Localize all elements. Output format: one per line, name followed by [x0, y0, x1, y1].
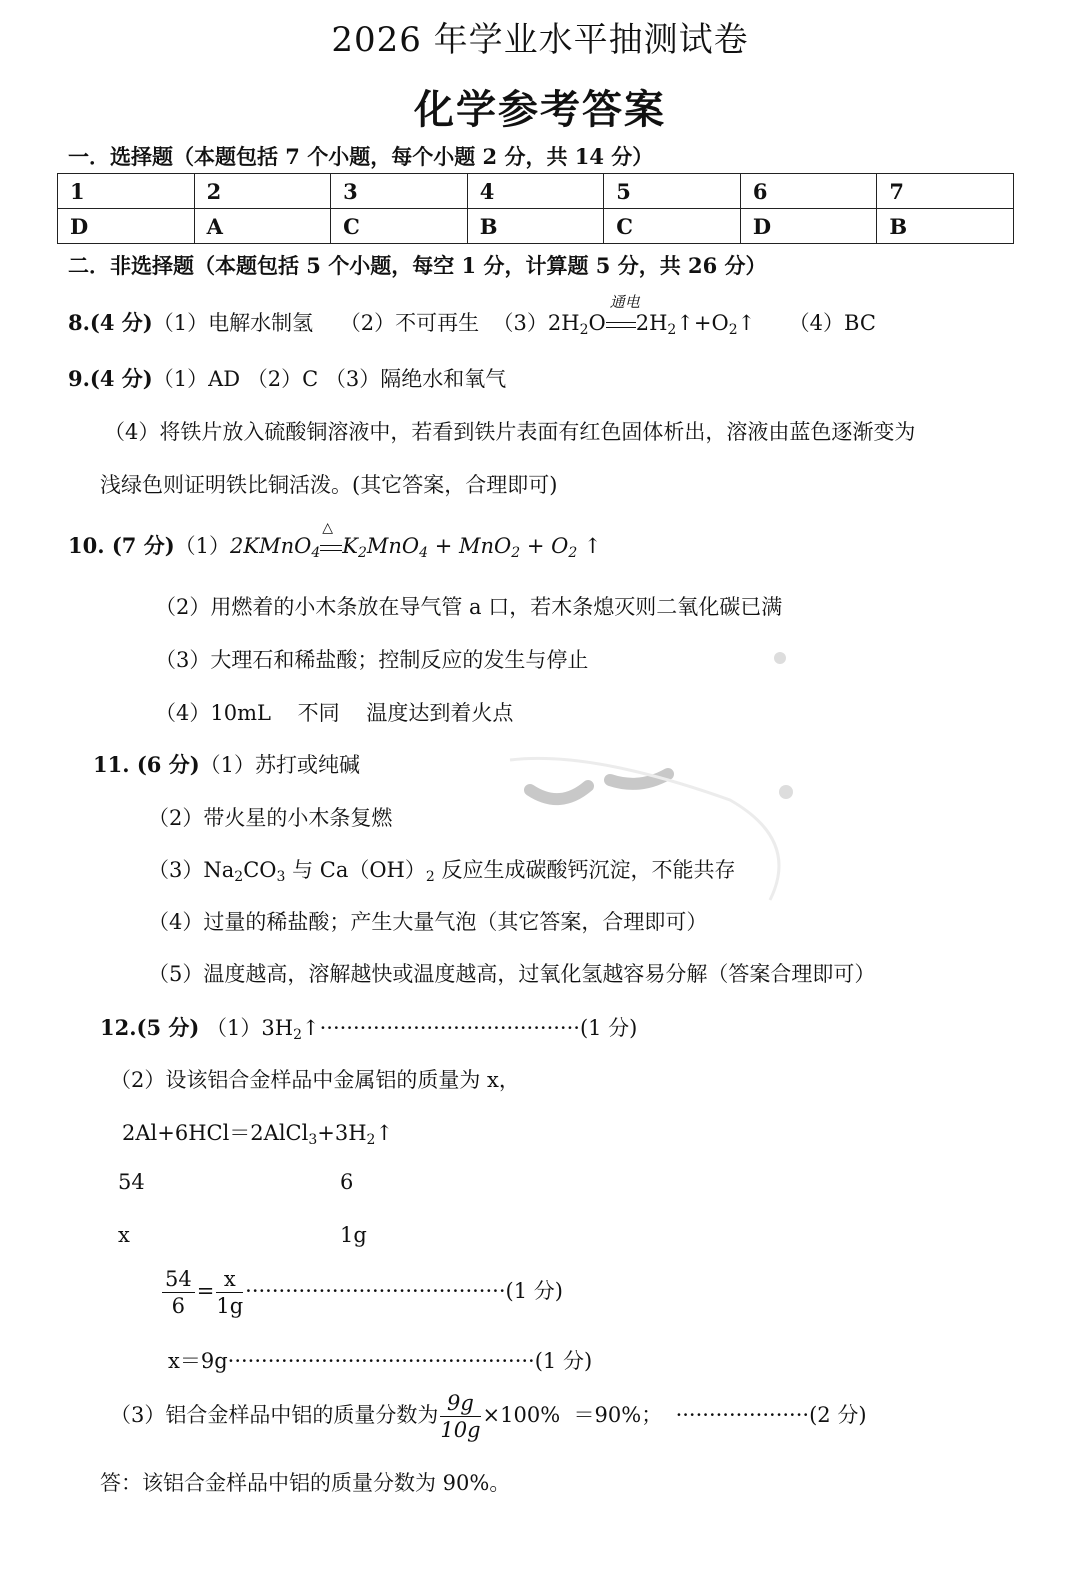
q10-label: 10. (7 分)	[68, 533, 175, 558]
q10-equation: 2KMnO$_4$ △ $K_2MnO_4 + MnO_2 + O_2$ ↑	[230, 520, 602, 561]
score: (1 分)	[579, 1016, 638, 1040]
table-cell: 2	[194, 174, 331, 209]
dot-leader: ·······································	[245, 1279, 506, 1303]
ratio-left-1: 54	[118, 1170, 145, 1194]
table-cell: D	[58, 209, 195, 244]
q9-line3: 浅绿色则证明铁比铜活泼。(其它答案，合理即可)	[100, 473, 558, 497]
table-cell: 5	[604, 174, 741, 209]
q12-equation: $2Al+6HCl=2AlCl_3+3H_2↑$	[122, 1121, 394, 1148]
q9-line2: （4）将铁片放入硫酸铜溶液中，若看到铁片表面有红色固体析出，溶液由蓝色逐渐变为	[104, 420, 916, 444]
q8-part1: （1）电解水制氢	[152, 311, 314, 335]
fraction: $\frac{54}{6}$	[162, 1266, 195, 1319]
reaction-condition: 通电	[609, 293, 640, 311]
ratio-left-2: x	[118, 1223, 130, 1247]
q11-line3: $(3)Na_2CO_3$ 与 $Ca(OH)_2$ 反应生成碳酸钙沉淀，不能共存	[148, 858, 736, 885]
dot-leader: ····················	[675, 1403, 810, 1427]
q12-label: 12.(5 分)	[100, 1015, 200, 1040]
q8-label: 8.(4 分)	[68, 310, 153, 335]
fraction: $\frac{9g}{10g}$	[440, 1391, 481, 1442]
table-cell: 3	[331, 174, 468, 209]
table-cell: D	[740, 209, 877, 244]
ratio-right-1: 6	[340, 1170, 354, 1194]
table-cell: 7	[877, 174, 1014, 209]
table-cell: B	[467, 209, 604, 244]
section2-heading: 二．非选择题（本题包括 5 个小题，每空 1 分，计算题 5 分，共 26 分）	[68, 253, 767, 278]
q10-line2: （2）用燃着的小木条放在导气管 a 口，若木条熄灭则二氧化碳已满	[155, 595, 783, 619]
table-row-numbers	[58, 174, 1014, 209]
x-result-line: x＝9g··············································(1 分)	[168, 1349, 593, 1373]
q8-part4: （4）BC	[788, 311, 876, 335]
q8-part2: （2）不可再生	[339, 311, 480, 335]
q11-line4: （4）过量的稀盐酸；产生大量气泡（其它答案，合理即可）	[148, 910, 708, 934]
choice-answer-table	[57, 173, 1014, 244]
q9-label: 9.(4 分)	[68, 366, 153, 391]
page-subtitle: 化学参考答案	[414, 86, 666, 133]
dot-leader: ·······································	[319, 1016, 580, 1040]
q8-line	[68, 293, 876, 338]
score: (2 分)	[809, 1403, 867, 1427]
table-cell: 6	[740, 174, 877, 209]
q12-line1: 12.(5 分) $(1)3H_2↑\cdot\cdot\cdot\cdot\cdot\cdot\cdot\cdot\cdot\cdot\cdot\cdot\cdot\cdot\cdot\cdot\cdot\cdot\cdot\cdot\cdot\cdot\cdot\cdot\cdot\cdot\cdot\cdot\cdot\cdot\cdot\cdot\cdot\cdot\cdot\cdot\cdot\cdot\cdot(1$ 分)	[100, 1015, 638, 1043]
table-cell: 1	[58, 174, 195, 209]
dot-leader: ··············································	[227, 1349, 535, 1373]
q8-part3-equation: $(3)2H_2O$ 通电 $2H_2↑+O_2↑$	[492, 293, 756, 338]
table-cell: C	[604, 209, 741, 244]
heat-symbol: △	[322, 520, 334, 536]
page-title: 2026 年学业水平抽测试卷	[331, 20, 749, 60]
fraction: $\frac{x}{1g}$	[216, 1267, 244, 1318]
q10-line4: （4）10mL 不同 温度达到着火点	[155, 701, 514, 725]
ratio-right-2: 1g	[340, 1223, 367, 1247]
table-cell: C	[331, 209, 468, 244]
q11-line5: （5）温度越高，溶解越快或温度越高，过氧化氢越容易分解（答案合理即可）	[148, 962, 876, 986]
q11-label: 11. (6 分)	[93, 752, 200, 777]
table-cell: A	[194, 209, 331, 244]
q12-line3: （3）铝合金样品中铝的质量分数为 $\frac{9g}{10g}$ ×100% ＝90%； ····················(2 分)	[110, 1391, 867, 1442]
q11-line1: 11. (6 分)（1）苏打或纯碱	[93, 752, 361, 777]
proportion-line: $\frac{54}{6}$ = $\frac{x}{1g}$ ·······································(1 分)	[160, 1266, 563, 1319]
q10-line3: （3）大理石和稀盐酸；控制反应的发生与停止	[155, 648, 589, 672]
score: (1 分)	[534, 1349, 593, 1373]
section1-heading: 一．选择题（本题包括 7 个小题，每个小题 2 分，共 14 分）	[68, 144, 654, 169]
table-cell: B	[877, 209, 1014, 244]
table-row-answers	[58, 209, 1014, 244]
table-cell: 4	[467, 174, 604, 209]
q12-line2: （2）设该铝合金样品中金属铝的质量为 x，	[110, 1068, 520, 1092]
final-answer: 答：该铝合金样品中铝的质量分数为 90%。	[100, 1471, 511, 1495]
q11-line2: （2）带火星的小木条复燃	[148, 806, 393, 830]
q9-line1: 9.(4 分)（1）AD （2）C （3）隔绝水和氧气	[68, 366, 507, 391]
scan-smudge-decoration	[470, 640, 830, 940]
score: (1 分)	[505, 1279, 563, 1303]
q10-line1: 10. (7 分)（1）2KMnO$_4$ △ $K_2MnO_4 + MnO_2 + O_2$ ↑	[68, 520, 602, 561]
